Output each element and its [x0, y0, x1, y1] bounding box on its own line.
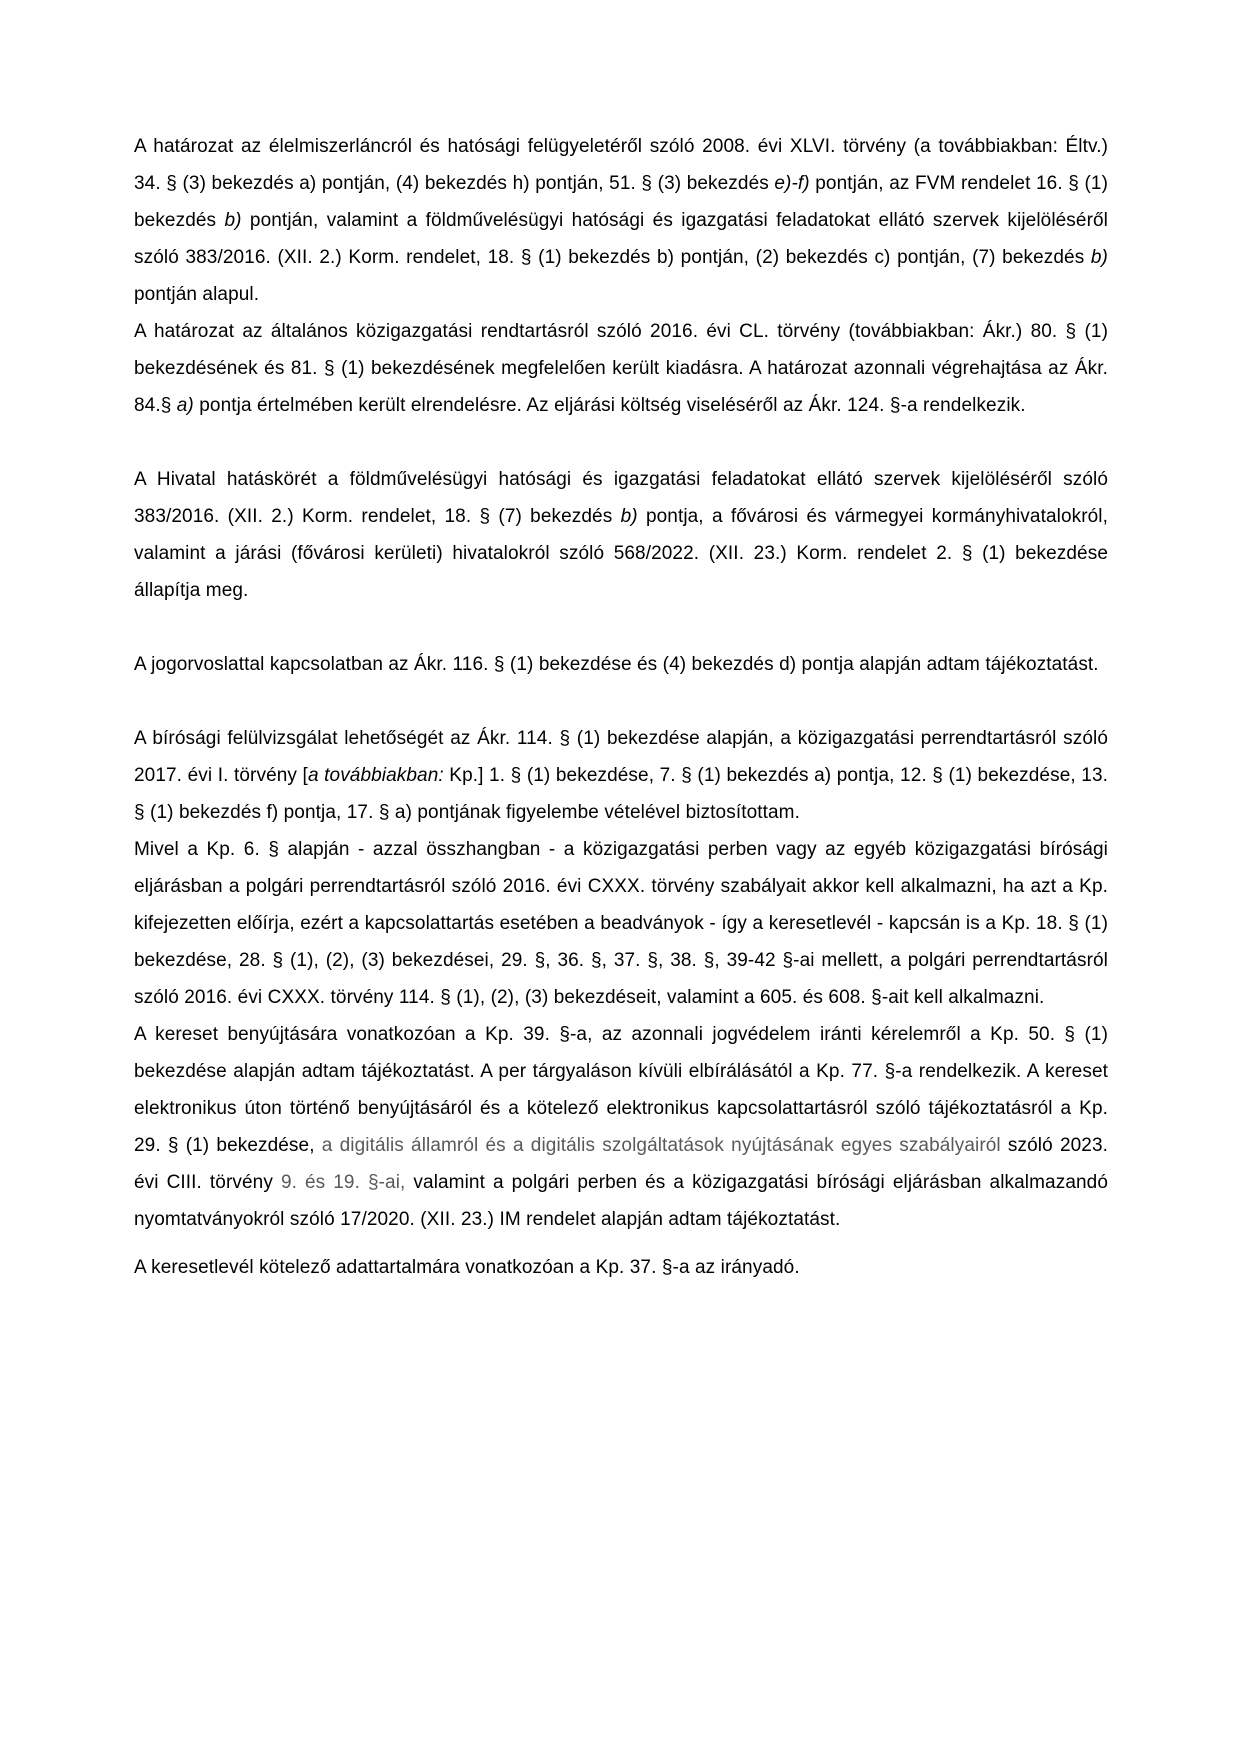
text-run-normal: A kereset benyújtására vonatkozóan a Kp. 39. §-a, az azonnali jogvédelem iránti kérelemről a Kp. 50. § (1) bekezdése alapján adtam tájékoztatást. A per tárgyaláson kívüli elbírálásától a Kp. 77. §-a rendelkezik. A kereset elektronikus úton történő benyújtásáról és a kötelező elektronikus kapcsolattartásról szóló tájékoztatásról a Kp. 29. § (1) bekezdése, [134, 1024, 1108, 1156]
text-run-normal: Kp.] 1. § (1) bekezdése, 7. § (1) bekezdés a) pontja, 12. § (1) bekezdése, 13. § (1) bekezdés f) pontja, 17. § a) pontjának figyelembe vételével biztosítottam. [134, 765, 1108, 823]
text-run-italic: b) [1090, 247, 1108, 268]
text-run-normal: pontján, valamint a földművelésügyi hatósági és igazgatási feladatokat ellátó szervek kijelöléséről szóló 383/2016. (XII. 2.) Korm. rendelet, 18. § (1) bekezdés b) pontján, (2) bekezdés c) pontján, (7) bekezdés [134, 210, 1108, 268]
text-run-normal: valamint a polgári perben és a közigazgatási bírósági eljárásban alkalmazandó nyomtatványokról szóló 17/2020. (XII. 23.) IM rendelet alapján adtam tájékoztatást. [134, 1172, 1108, 1230]
text-run-normal: A jogorvoslattal kapcsolatban az Ákr. 116. § (1) bekezdése és (4) bekezdés d) pontja alapján adtam tájékoztatást. [134, 654, 1099, 675]
text-run-normal: pontja értelmében került elrendelésre. Az eljárási költség viseléséről az Ákr. 124. §-a rendelkezik. [193, 395, 1026, 416]
text-run-italic: a továbbiakban: [307, 765, 444, 786]
para-kp-applicability [134, 831, 1108, 1016]
para-decision-legal-basis [134, 128, 1108, 313]
para-judicial-review [134, 720, 1108, 831]
text-run-normal: A határozat az élelmiszerláncról és hatósági felügyeletéről szóló 2008. évi XLVI. törvény (a továbbiakban: Éltv.) 34. § (3) bekezdés a) pontján, (4) bekezdés h) pontján, 51. § (3) bekezdés [134, 136, 1108, 194]
para-authority-competence [134, 461, 1108, 609]
para-claim-submission [134, 1016, 1108, 1238]
text-run-normal: A keresetlevél kötelező adattartalmára vonatkozóan a Kp. 37. §-a az irányadó. [134, 1257, 800, 1278]
text-run-normal: Mivel a Kp. 6. § alapján - azzal összhangban - a közigazgatási perben vagy az egyéb közigazgatási bírósági eljárásban a polgári perrendtartásról szóló 2016. évi CXXX. törvény szabályait akkor kell alkalmazni, ha azt a Kp. kifejezetten előírja, ezért a kapcsolattartás esetében a beadványok - így a keresetlevél - kapcsán is a Kp. 18. § (1) bekezdése, 28. § (1), (2), (3) bekezdései, 29. §, 36. §, 37. §, 38. §, 39-42 §-ai mellett, a polgári perrendtartásról szóló 2016. évi CXXX. törvény 114. § (1), (2), (3) bekezdéseit, valamint a 605. és 608. §-ait kell alkalmazni. [134, 839, 1108, 1008]
text-run-normal: szóló 2023. évi CIII. törvény [134, 1135, 1108, 1193]
text-run-normal: A határozat az általános közigazgatási rendtartásról szóló 2016. évi CL. törvény (továbbiakban: Ákr.) 80. § (1) bekezdésének és 81. § (1) bekezdésének megfelelően került kiadásra. A határozat azonnali végrehajtása az Ákr. 84.§ [134, 321, 1108, 416]
text-run-normal: pontja, a fővárosi és vármegyei kormányhivatalokról, valamint a járási (fővárosi kerületi) hivatalokról szóló 568/2022. (XII. 23.) Korm. rendelet 2. § (1) bekezdése állapítja meg. [134, 506, 1108, 601]
text-run-italic: b) [620, 506, 638, 527]
document-body [134, 128, 1108, 1286]
text-run-normal: A bírósági felülvizsgálat lehetőségét az Ákr. 114. § (1) bekezdése alapján, a közigazgatási perrendtartásról szóló 2017. évi I. törvény [ [134, 728, 1108, 786]
text-run-italic: e)-f) [774, 173, 810, 194]
text-run-muted: a digitális államról és a digitális szolgáltatások nyújtásának egyes szabályairól [321, 1135, 1001, 1156]
text-run-italic: b) [224, 210, 242, 231]
para-claim-content [134, 1249, 1108, 1286]
text-run-normal: pontján, az FVM rendelet 16. § (1) bekezdés [134, 173, 1108, 231]
para-legal-remedy [134, 646, 1108, 683]
text-run-italic: a) [176, 395, 194, 416]
para-akr-issuance [134, 313, 1108, 424]
text-run-normal: A Hivatal hatáskörét a földművelésügyi hatósági és igazgatási feladatokat ellátó szervek kijelöléséről szóló 383/2016. (XII. 2.) Korm. rendelet, 18. § (7) bekezdés [134, 469, 1108, 527]
text-run-muted: 9. és 19. §-ai, [280, 1172, 406, 1193]
text-run-normal: pontján alapul. [134, 284, 260, 305]
